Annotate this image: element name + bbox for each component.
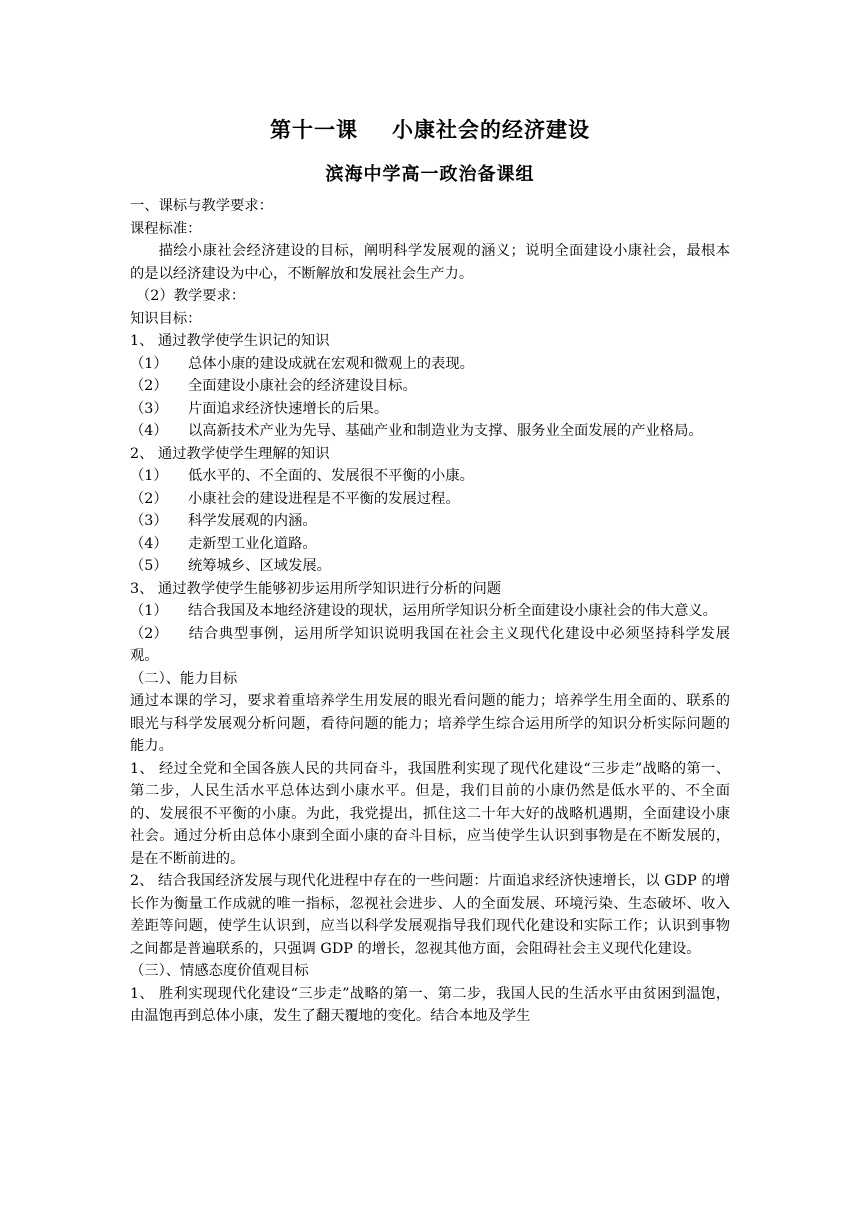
list-item: （2） 全面建设小康社会的经济建设目标。 [130, 378, 417, 394]
ability-paragraph-1: 1、 经过全党和全国各族人民的共同奋斗，我国胜利实现了现代化建设“三步走”战略的第一、第二步，人民生活水平总体达到小康水平。但是，我们目前的小康仍然是低水平的、不全面的、发展很不平衡的小康。为此，我党提出，抓住这二十年大好的战略机遇期，全面建设小康社会。通过分析由总体小康到全面小康的奋斗目标，应当使学生认识到事物是在不断发展的，是在不断前进的。 [130, 760, 730, 867]
knowledge-heading-1: 1、 通过教学使学生识记的知识 [130, 333, 330, 349]
list-item-wrapped: （2） 结合典型事例，运用所学知识说明我国在社会主义现代化建设中必须坚持科学发展观。 [130, 625, 730, 664]
knowledge-heading-2: 2、 通过教学使学生理解的知识 [130, 445, 330, 462]
ability-paragraph-2: 2、 结合我国经济发展与现代化进程中存在的一些问题：片面追求经济快速增长，以 GDP 的增长作为衡量工作成就的唯一指标，忽视社会进步、人的全面发展、环境污染、生态破坏、收入差距等问题，使学生认识到，应当以科学发展观指导我们现代化建设和实际工作；认识到事物之间都是普遍联系的，只强调 GDP 的增长，忽视其他方面，会阻碍社会主义现代化建设。 [130, 873, 730, 957]
knowledge-heading-3: 3、 通过教学使学生能够初步运用所学知识进行分析的问题 [130, 580, 502, 597]
list-item-wrapped: （1） 结合我国及本地经济建设的现状，运用所学知识分析全面建设小康社会的伟大意义。 [130, 603, 717, 619]
list-item-wrapped: （4） 以高新技术产业为先导、基础产业和制造业为支撑、服务业全面发展的产业格局。 [130, 423, 703, 439]
page-subtitle: 滨海中学高一政治备课组 [325, 164, 535, 185]
curriculum-text: 描绘小康社会经济建设的目标，阐明科学发展观的涵义；说明全面建设小康社会，最根本的是以经济建设为中心，不断解放和发展社会生产力。 [130, 243, 730, 282]
section-heading: 一、课标与教学要求： [130, 198, 273, 214]
ability-text: 通过本课的学习，要求着重培养学生用发展的眼光看问题的能力；培养学生用全面的、联系的眼光与科学发展观分析问题，看待问题的能力；培养学生综合运用所学的知识分析实际问题的能力。 [130, 693, 730, 754]
list-item: （1） 低水平的、不全面的、发展很不平衡的小康。 [130, 468, 474, 484]
subheading-curriculum: 课程标准： [130, 220, 202, 237]
list-item: （3） 科学发展观的内涵。 [130, 513, 317, 529]
title-lesson: 第十一课 [270, 118, 358, 142]
subheading-knowledge: 知识目标： [130, 310, 202, 327]
document-body [130, 195, 730, 1028]
emotion-paragraph-1: 1、 胜利实现现代化建设“三步走”战略的第一、第二步，我国人民的生活水平由贫困到温饱，由温饱再到总体小康，发生了翻天覆地的变化。结合本地及学生 [130, 985, 730, 1024]
ability-heading: （二）、能力目标 [130, 670, 238, 687]
page-title [0, 114, 860, 144]
title-topic: 小康社会的经济建设 [392, 118, 590, 142]
emotion-heading: （三）、情感态度价值观目标 [130, 963, 309, 979]
list-item: （2） 小康社会的建设进程是不平衡的发展过程。 [130, 490, 460, 507]
subheading-requirements: （2）教学要求： [136, 288, 246, 304]
list-item: （5） 统筹城乡、区域发展。 [130, 558, 331, 574]
list-item: （3） 片面追求经济快速增长的后果。 [130, 400, 389, 417]
list-item: （1） 总体小康的建设成就在宏观和微观上的表现。 [130, 355, 474, 372]
list-item: （4） 走新型工业化道路。 [130, 535, 317, 552]
